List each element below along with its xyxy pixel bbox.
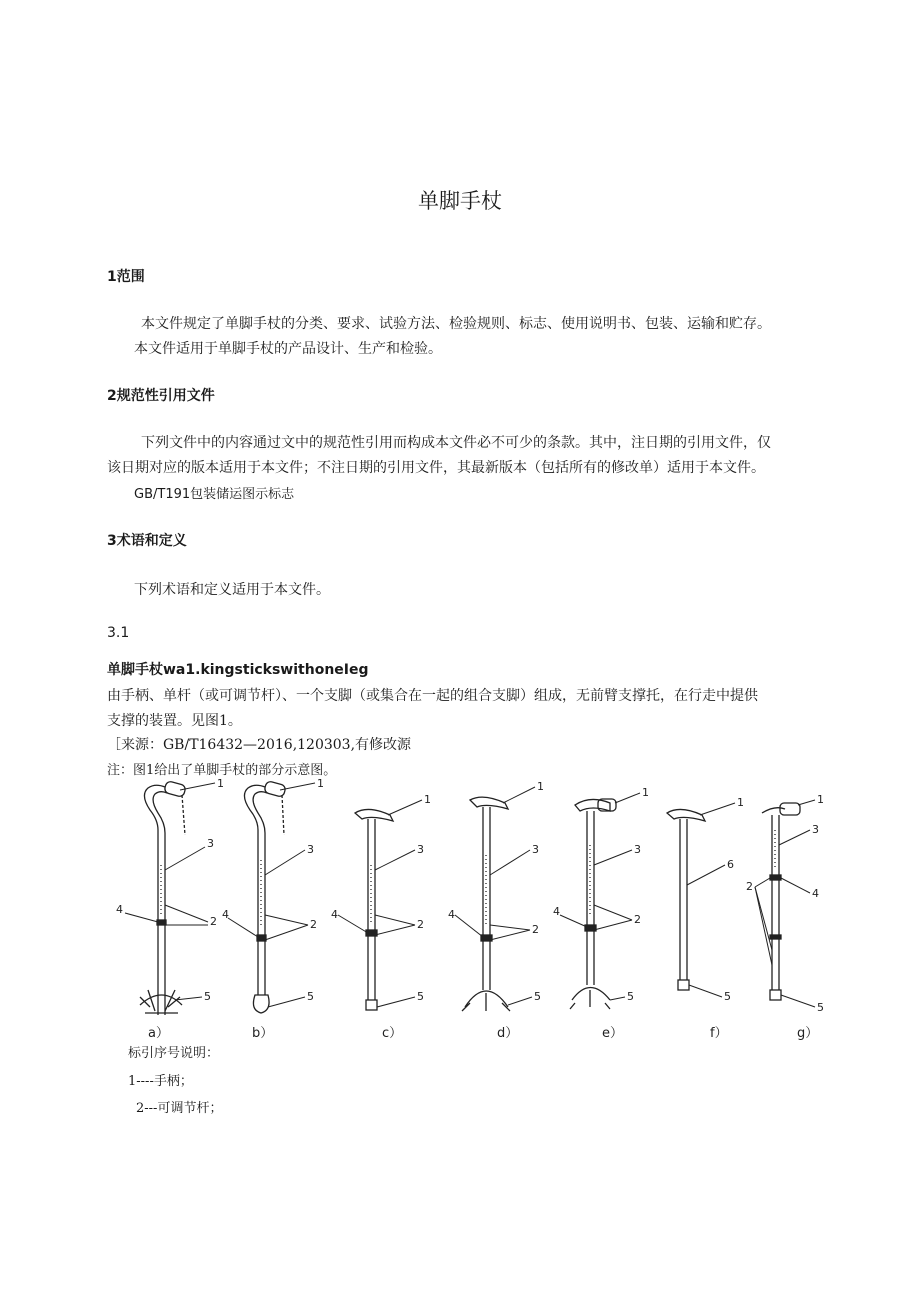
callout-b-3: 3 — [307, 843, 314, 856]
term-definition-line-2: 支撑的装置。见图1。 — [107, 713, 242, 729]
sub-label-e: e） — [602, 1026, 623, 1041]
callout-c-5: 5 — [417, 990, 424, 1003]
callout-a-2: 2 — [210, 915, 217, 928]
sub-label-c: c） — [382, 1026, 403, 1041]
normative-reference: GB/T191包装储运图示标志 — [134, 487, 295, 502]
cane-a-drawing — [140, 781, 186, 1015]
cane-d-drawing — [462, 797, 510, 1011]
sub-label-b: b） — [252, 1026, 274, 1041]
sub-label-d: d） — [497, 1026, 519, 1041]
cane-f-drawing — [667, 809, 705, 990]
section-3-paragraph: 下列术语和定义适用于本文件。 — [134, 582, 330, 598]
callout-c-1: 1 — [424, 793, 431, 806]
callout-c-2: 2 — [417, 918, 424, 931]
figure-note: 注：图1给出了单脚手杖的部分示意图。 — [107, 763, 337, 778]
cane-e-drawing — [570, 799, 616, 1009]
cane-g-drawing — [762, 803, 800, 1000]
callout-g-2: 2 — [746, 880, 753, 893]
callout-d-3: 3 — [532, 843, 539, 856]
callout-a-3: 3 — [207, 837, 214, 850]
callout-a-5: 5 — [204, 990, 211, 1003]
page-title: 单脚手杖 — [418, 189, 502, 213]
term-definition-line-1: 由手柄、单杆（或可调节杆）、一个支脚（或集合在一起的组合支脚）组成，无前臂支撑托，在行走中提供 — [107, 688, 758, 704]
callout-d-5: 5 — [534, 990, 541, 1003]
callout-c-4: 4 — [331, 908, 338, 921]
callout-leaders — [125, 783, 815, 1007]
callout-a-4: 4 — [116, 903, 123, 916]
callout-d-1: 1 — [537, 780, 544, 793]
section-3-heading: 3术语和定义 — [107, 533, 187, 549]
callout-f-1: 1 — [737, 796, 744, 809]
section-1-paragraph-2: 本文件适用于单脚手杖的产品设计、生产和检验。 — [134, 341, 442, 357]
section-2-paragraph-line-2: 该日期对应的版本适用于本文件；不注日期的引用文件，其最新版本（包括所有的修改单）适用于本文件。 — [107, 460, 765, 476]
clause-number: 3.1 — [107, 625, 130, 641]
cane-c-drawing — [355, 809, 393, 1010]
sub-label-a: a） — [148, 1026, 169, 1041]
section-1-heading: 1范围 — [107, 269, 145, 285]
callout-e-1: 1 — [642, 786, 649, 799]
term-title: 单脚手杖wa1.kingstickswithoneIeg — [107, 662, 369, 678]
section-2-heading: 2规范性引用文件 — [107, 388, 215, 404]
sub-label-f: f） — [710, 1026, 728, 1041]
sub-label-g: g） — [797, 1026, 819, 1041]
term-source: ［来源：GB/T16432—2016,120303,有修改源 — [107, 737, 412, 753]
legend-item-1: 1----手柄； — [128, 1074, 193, 1089]
callout-e-4: 4 — [553, 905, 560, 918]
callout-d-4: 4 — [448, 908, 455, 921]
callout-b-5: 5 — [307, 990, 314, 1003]
section-2-paragraph-line-1: 下列文件中的内容通过文中的规范性引用而构成本文件必不可少的条款。其中，注日期的引用文件，仅 — [141, 435, 771, 451]
callout-g-1: 1 — [817, 793, 824, 806]
legend-heading: 标引序号说明： — [128, 1046, 220, 1061]
callout-g-5: 5 — [817, 1001, 824, 1014]
callout-a-1: 1 — [217, 777, 224, 790]
callout-f-6: 6 — [727, 858, 734, 871]
callout-e-3: 3 — [634, 843, 641, 856]
callout-e-5: 5 — [627, 990, 634, 1003]
callout-g-4: 4 — [812, 887, 819, 900]
callout-d-2: 2 — [532, 923, 539, 936]
callout-g-3: 3 — [812, 823, 819, 836]
figure-1-canes — [110, 775, 840, 1050]
legend-item-2: 2---可调节杆； — [136, 1101, 223, 1116]
callout-b-1: 1 — [317, 777, 324, 790]
callout-e-2: 2 — [634, 913, 641, 926]
callout-b-2: 2 — [310, 918, 317, 931]
callout-b-4: 4 — [222, 908, 229, 921]
cane-b-drawing — [244, 781, 286, 1013]
section-1-paragraph-1: 本文件规定了单脚手杖的分类、要求、试验方法、检验规则、标志、使用说明书、包装、运输和贮存。 — [141, 316, 771, 332]
callout-c-3: 3 — [417, 843, 424, 856]
callout-f-5: 5 — [724, 990, 731, 1003]
